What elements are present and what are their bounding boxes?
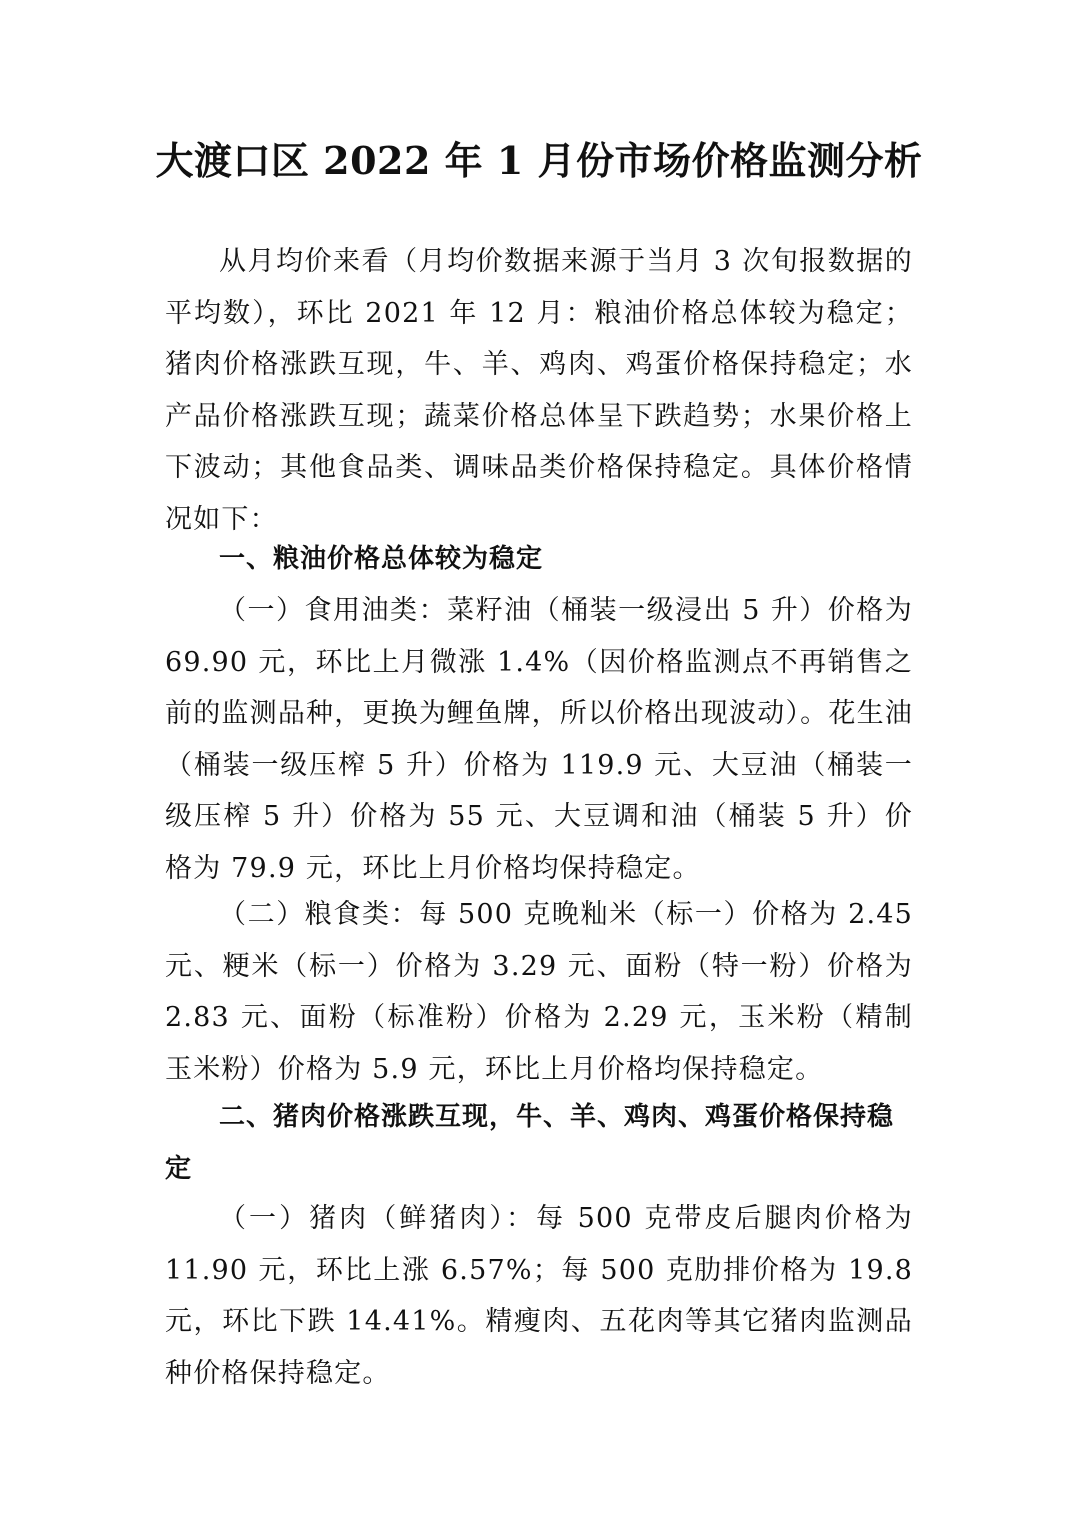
section-2-heading: 二、猪肉价格涨跌互现，牛、羊、鸡肉、鸡蛋价格保持稳定 xyxy=(165,1102,895,1184)
paragraph-lead: （一）食用油类： xyxy=(219,595,448,626)
document-title: 大渡口区 2022 年 1 月份市场价格监测分析 xyxy=(155,138,923,183)
paragraph-lead: （二）粮食类： xyxy=(219,899,420,930)
intro-paragraph: 从月均价来看（月均价数据来源于当月 3 次旬报数据的平均数），环比 2021 年 12 月：粮油价格总体较为稳定；猪肉价格涨跌互现，牛、羊、鸡肉、鸡蛋价格保持稳定；水产品价格涨跌互现；蔬菜价格总体呈下跌趋势；水果价格上下波动；其他食品类、调味品类价格保持稳定。具体价格情况如下： xyxy=(165,246,913,535)
section-1-paragraph-2 xyxy=(165,889,913,1095)
section-1-heading: 一、粮油价格总体较为稳定 xyxy=(219,544,544,574)
paragraph-body: 每 500 克带皮后腿肉价格为 11.90 元，环比上涨 6.57%；每 500 克肋排价格为 19.8 元，环比下跌 14.41%。精瘦肉、五花肉等其它猪肉监测品种价格保持稳定。 xyxy=(165,1203,913,1389)
paragraph-body: 菜籽油（桶装一级浸出 5 升）价格为 69.90 元，环比上月微涨 1.4%（因价格监测点不再销售之前的监测品种，更换为鲤鱼牌，所以价格出现波动）。花生油（桶装一级压榨 5 升）价格为 119.9 元、大豆油（桶装一级压榨 5 升）价格为 55 元、大豆调和油（桶装 5 升）价格为 79.9 元，环比上月价格均保持稳定。 xyxy=(165,595,913,884)
section-1-paragraph-1 xyxy=(165,585,913,894)
paragraph-body: 每 500 克晚籼米（标一）价格为 2.45 元、粳米（标一）价格为 3.29 元、面粉（特一粉）价格为 2.83 元、面粉（标准粉）价格为 2.29 元，玉米粉（精制玉米粉）价格为 5.9 元，环比上月价格均保持稳定。 xyxy=(165,899,913,1085)
section-2-paragraph-1 xyxy=(165,1193,913,1399)
paragraph-lead: （一）猪肉（鲜猪肉）： xyxy=(219,1203,536,1234)
